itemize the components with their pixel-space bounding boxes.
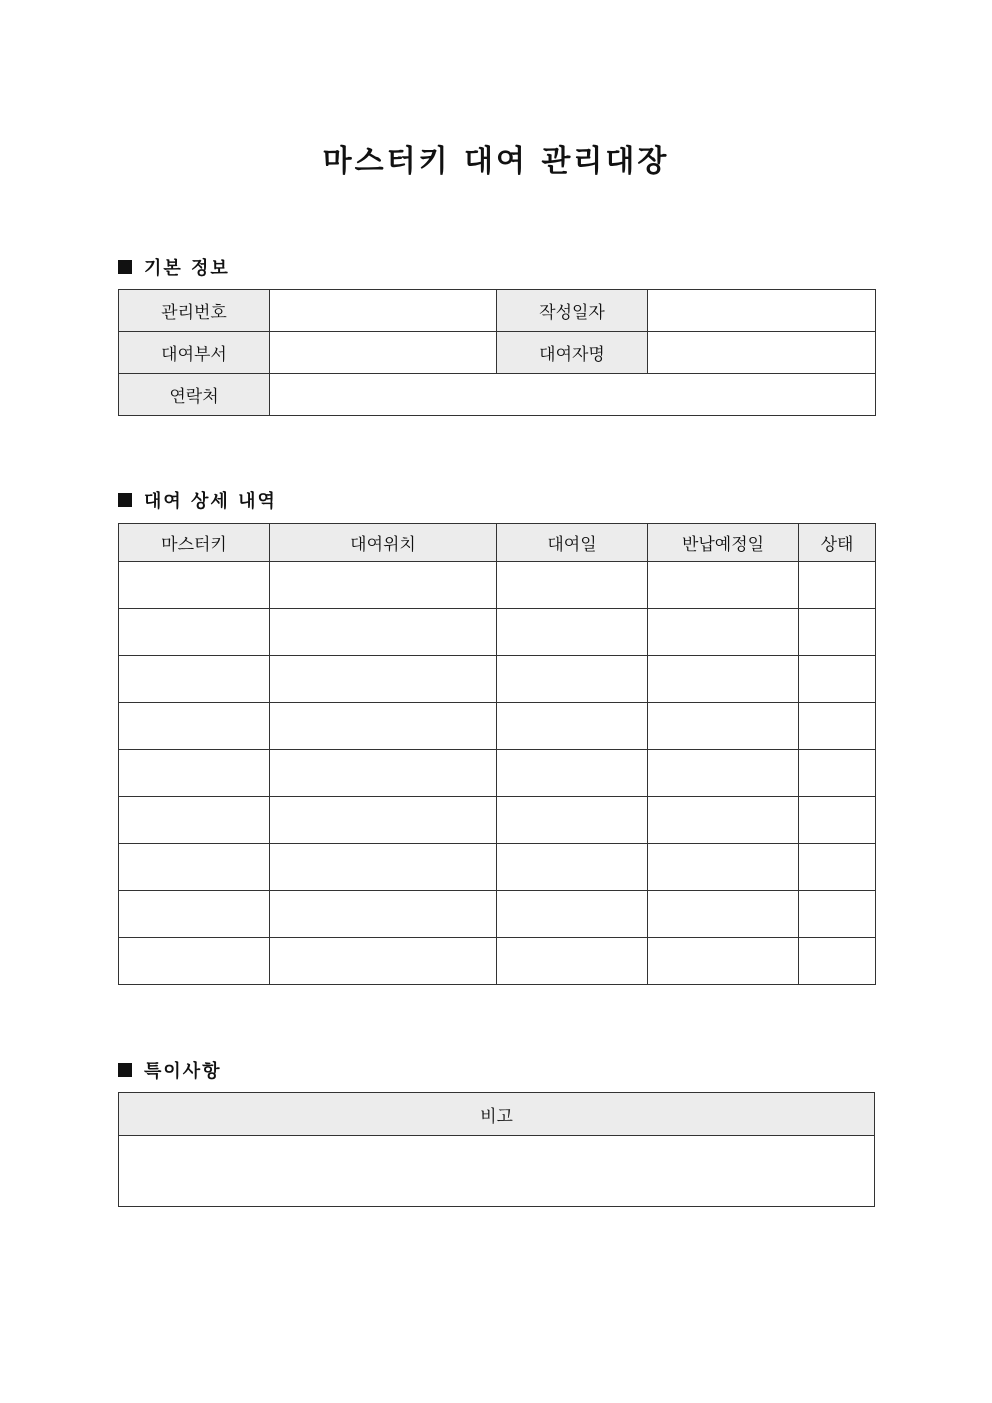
cell-location[interactable]: [270, 562, 497, 609]
cell-location[interactable]: [270, 891, 497, 938]
column-header-location: 대여위치: [270, 524, 497, 562]
cell-return-date[interactable]: [648, 750, 799, 797]
cell-return-date[interactable]: [648, 797, 799, 844]
cell-status[interactable]: [799, 609, 876, 656]
borrower-field[interactable]: [648, 332, 876, 374]
square-bullet-icon: [118, 1063, 132, 1077]
date-label: 작성일자: [497, 290, 648, 332]
cell-masterkey[interactable]: [119, 656, 270, 703]
mgmt-no-field[interactable]: [270, 290, 497, 332]
column-header-return-date: 반납예정일: [648, 524, 799, 562]
basic-info-table: [118, 289, 876, 416]
cell-status[interactable]: [799, 703, 876, 750]
dept-field[interactable]: [270, 332, 497, 374]
contact-label: 연락처: [119, 374, 270, 416]
cell-rental-date[interactable]: [497, 656, 648, 703]
borrower-label: 대여자명: [497, 332, 648, 374]
cell-masterkey[interactable]: [119, 891, 270, 938]
square-bullet-icon: [118, 493, 132, 507]
notes-header: 비고: [119, 1093, 875, 1136]
cell-return-date[interactable]: [648, 703, 799, 750]
dept-label: 대여부서: [119, 332, 270, 374]
notes-field[interactable]: [119, 1136, 875, 1207]
notes-table: [118, 1092, 875, 1207]
cell-location[interactable]: [270, 703, 497, 750]
cell-rental-date[interactable]: [497, 750, 648, 797]
cell-location[interactable]: [270, 797, 497, 844]
table-row: [119, 891, 876, 938]
mgmt-no-label: 관리번호: [119, 290, 270, 332]
date-field[interactable]: [648, 290, 876, 332]
cell-location[interactable]: [270, 609, 497, 656]
cell-masterkey[interactable]: [119, 562, 270, 609]
cell-rental-date[interactable]: [497, 703, 648, 750]
cell-return-date[interactable]: [648, 656, 799, 703]
table-row: [119, 609, 876, 656]
column-header-masterkey: 마스터키: [119, 524, 270, 562]
column-header-status: 상태: [799, 524, 876, 562]
cell-status[interactable]: [799, 656, 876, 703]
table-row: [119, 562, 876, 609]
cell-status[interactable]: [799, 844, 876, 891]
cell-return-date[interactable]: [648, 891, 799, 938]
cell-return-date[interactable]: [648, 562, 799, 609]
cell-return-date[interactable]: [648, 938, 799, 985]
cell-masterkey[interactable]: [119, 844, 270, 891]
cell-masterkey[interactable]: [119, 938, 270, 985]
cell-status[interactable]: [799, 891, 876, 938]
cell-rental-date[interactable]: [497, 844, 648, 891]
cell-location[interactable]: [270, 844, 497, 891]
cell-rental-date[interactable]: [497, 938, 648, 985]
column-header-rental-date: 대여일: [497, 524, 648, 562]
section-heading-detail-label: 대여 상세 내역: [144, 491, 277, 512]
table-row: [119, 750, 876, 797]
cell-status[interactable]: [799, 562, 876, 609]
square-bullet-icon: [118, 260, 132, 274]
cell-masterkey[interactable]: [119, 797, 270, 844]
cell-return-date[interactable]: [648, 844, 799, 891]
section-heading-notes: [118, 1057, 222, 1083]
cell-location[interactable]: [270, 938, 497, 985]
section-heading-notes-label: 특이사항: [144, 1061, 222, 1082]
section-heading-detail: [118, 487, 277, 513]
table-row: [119, 797, 876, 844]
section-heading-basic-label: 기본 정보: [144, 258, 230, 279]
table-row: [119, 844, 876, 891]
cell-status[interactable]: [799, 938, 876, 985]
cell-location[interactable]: [270, 750, 497, 797]
table-row: [119, 656, 876, 703]
cell-rental-date[interactable]: [497, 891, 648, 938]
cell-rental-date[interactable]: [497, 562, 648, 609]
table-row: [119, 938, 876, 985]
cell-rental-date[interactable]: [497, 797, 648, 844]
contact-field[interactable]: [270, 374, 876, 416]
section-heading-basic: [118, 254, 230, 280]
cell-status[interactable]: [799, 750, 876, 797]
cell-return-date[interactable]: [648, 609, 799, 656]
cell-rental-date[interactable]: [497, 609, 648, 656]
page-title: 마스터키 대여 관리대장: [322, 144, 670, 179]
cell-masterkey[interactable]: [119, 750, 270, 797]
table-row: [119, 703, 876, 750]
cell-location[interactable]: [270, 656, 497, 703]
cell-masterkey[interactable]: [119, 703, 270, 750]
cell-masterkey[interactable]: [119, 609, 270, 656]
cell-status[interactable]: [799, 797, 876, 844]
rental-detail-table: [118, 523, 876, 985]
